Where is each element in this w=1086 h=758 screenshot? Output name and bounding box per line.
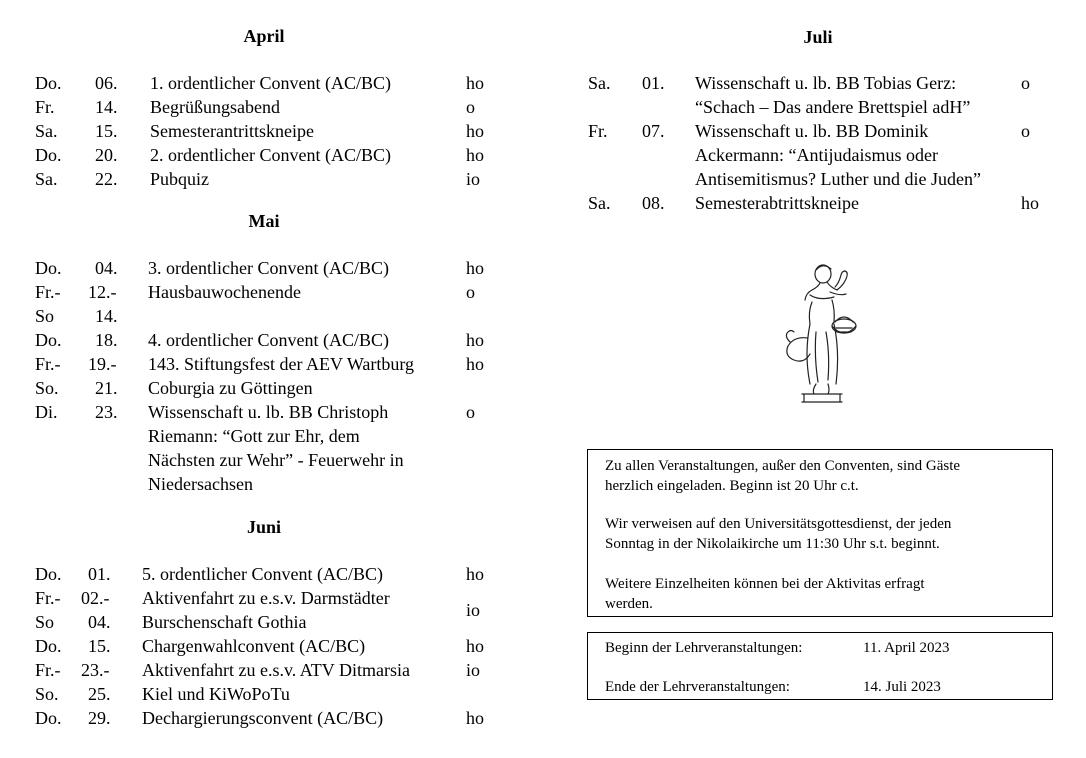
event-title: Aktivenfahrt zu e.s.v. ATV Ditmarsia — [142, 660, 410, 680]
event-date: 04. — [88, 612, 111, 632]
event-date: 01. — [642, 73, 665, 93]
event-day: Fr.- — [35, 282, 61, 302]
event-day: So — [35, 306, 55, 326]
event-title: Dechargierungsconvent (AC/BC) — [142, 708, 384, 728]
event-title: 2. ordentlicher Convent (AC/BC) — [150, 145, 391, 165]
event-title: Coburgia zu Göttingen — [148, 378, 313, 398]
event-date: 23.- — [81, 660, 110, 680]
event-title: Hausbauwochenende — [148, 282, 301, 302]
event-code: o — [1021, 121, 1030, 141]
event-title: Niedersachsen — [148, 474, 253, 494]
event-title: Semesterantrittskneipe — [150, 121, 314, 141]
event-day: Do. — [35, 330, 62, 350]
event-title: “Schach – Das andere Brettspiel adH” — [695, 97, 971, 117]
event-date: 06. — [95, 73, 118, 93]
event-title: Burschenschaft Gothia — [142, 612, 307, 632]
event-code: ho — [466, 258, 484, 278]
event-code: ho — [466, 354, 484, 374]
info-text-line: Sonntag in der Nikolaikirche um 11:30 Uhr s.t. beginnt. — [605, 536, 940, 552]
event-code: ho — [466, 121, 484, 141]
info-box — [587, 449, 1053, 617]
event-title: 5. ordentlicher Convent (AC/BC) — [142, 564, 383, 584]
event-day: So. — [35, 378, 59, 398]
event-title: 1. ordentlicher Convent (AC/BC) — [150, 73, 391, 93]
lecture-end-date: 14. Juli 2023 — [863, 679, 941, 695]
event-title: 4. ordentlicher Convent (AC/BC) — [148, 330, 389, 350]
event-title: Kiel und KiWoPoTu — [142, 684, 290, 704]
event-date: 29. — [88, 708, 111, 728]
event-code: io — [466, 169, 481, 189]
event-day: Do. — [35, 708, 62, 728]
event-date: 20. — [95, 145, 118, 165]
lecture-start-label: Beginn der Lehrveranstaltungen: — [605, 640, 803, 656]
event-title: Chargenwahlconvent (AC/BC) — [142, 636, 366, 656]
event-date: 15. — [88, 636, 111, 656]
event-title: 143. Stiftungsfest der AEV Wartburg — [148, 354, 415, 374]
event-code: ho — [466, 636, 484, 656]
event-day: Sa. — [35, 169, 58, 189]
event-date: 04. — [95, 258, 118, 278]
event-title: Semesterabtrittskneipe — [695, 193, 859, 213]
event-title: Wissenschaft u. lb. BB Christoph — [148, 402, 389, 422]
event-day: Fr.- — [35, 660, 61, 680]
event-date: 07. — [642, 121, 665, 141]
event-code: io — [466, 600, 481, 620]
event-title: Begrüßungsabend — [150, 97, 280, 117]
event-date: 08. — [642, 193, 665, 213]
event-title: Ackermann: “Antijudaismus oder — [695, 145, 938, 165]
event-day: Sa. — [588, 193, 611, 213]
info-text-line: Zu allen Veranstaltungen, außer den Conventen, sind Gäste — [605, 458, 961, 474]
event-code: ho — [466, 564, 484, 584]
event-title: Aktivenfahrt zu e.s.v. Darmstädter — [142, 588, 390, 608]
event-date: 14. — [95, 306, 118, 326]
month-heading-juli: Juli — [803, 27, 833, 47]
event-code: o — [466, 402, 475, 422]
event-code: ho — [466, 73, 484, 93]
event-code: ho — [1021, 193, 1039, 213]
event-day: So. — [35, 684, 59, 704]
event-code: ho — [466, 330, 484, 350]
gaenseliesel-figure-icon — [780, 262, 860, 410]
event-day: Di. — [35, 402, 58, 422]
event-day: Do. — [35, 564, 62, 584]
event-day: Do. — [35, 258, 62, 278]
lecture-dates-box — [587, 632, 1053, 700]
event-title: Pubquiz — [150, 169, 210, 189]
info-text-line: Weitere Einzelheiten können bei der Aktivitas erfragt — [605, 576, 925, 592]
event-date: 02.- — [81, 588, 110, 608]
event-code: io — [466, 660, 481, 680]
event-day: Do. — [35, 73, 62, 93]
event-title: Wissenschaft u. lb. BB Tobias Gerz: — [695, 73, 957, 93]
event-day: Sa. — [588, 73, 611, 93]
event-day: Fr. — [35, 97, 55, 117]
event-day: Fr.- — [35, 354, 61, 374]
event-date: 23. — [95, 402, 118, 422]
info-text-line: Wir verweisen auf den Universitätsgottesdienst, der jeden — [605, 516, 952, 532]
event-code: o — [466, 282, 475, 302]
event-code: ho — [466, 708, 484, 728]
month-heading-mai: Mai — [248, 211, 280, 231]
event-code: o — [466, 97, 475, 117]
event-day: Fr.- — [35, 588, 61, 608]
event-day: Fr. — [588, 121, 608, 141]
event-title: Wissenschaft u. lb. BB Dominik — [695, 121, 929, 141]
event-day: Sa. — [35, 121, 58, 141]
month-heading-juni: Juni — [246, 517, 282, 537]
event-code: o — [1021, 73, 1030, 93]
event-day: Do. — [35, 145, 62, 165]
event-title: 3. ordentlicher Convent (AC/BC) — [148, 258, 389, 278]
event-day: Do. — [35, 636, 62, 656]
event-date: 25. — [88, 684, 111, 704]
event-date: 01. — [88, 564, 111, 584]
event-code: ho — [466, 145, 484, 165]
info-text-line: herzlich eingeladen. Beginn ist 20 Uhr c.t. — [605, 478, 859, 494]
lecture-start-date: 11. April 2023 — [863, 640, 950, 656]
event-title: Riemann: “Gott zur Ehr, dem — [148, 426, 360, 446]
event-date: 12.- — [88, 282, 117, 302]
event-date: 14. — [95, 97, 118, 117]
event-date: 22. — [95, 169, 118, 189]
event-date: 18. — [95, 330, 118, 350]
event-title: Nächsten zur Wehr” - Feuerwehr in — [148, 450, 404, 470]
event-title: Antisemitismus? Luther und die Juden” — [695, 169, 981, 189]
event-date: 21. — [95, 378, 118, 398]
lecture-end-label: Ende der Lehrveranstaltungen: — [605, 679, 790, 695]
info-text-line: werden. — [605, 596, 653, 612]
event-date: 19.- — [88, 354, 117, 374]
month-heading-april: April — [243, 26, 285, 46]
event-day: So — [35, 612, 55, 632]
event-date: 15. — [95, 121, 118, 141]
